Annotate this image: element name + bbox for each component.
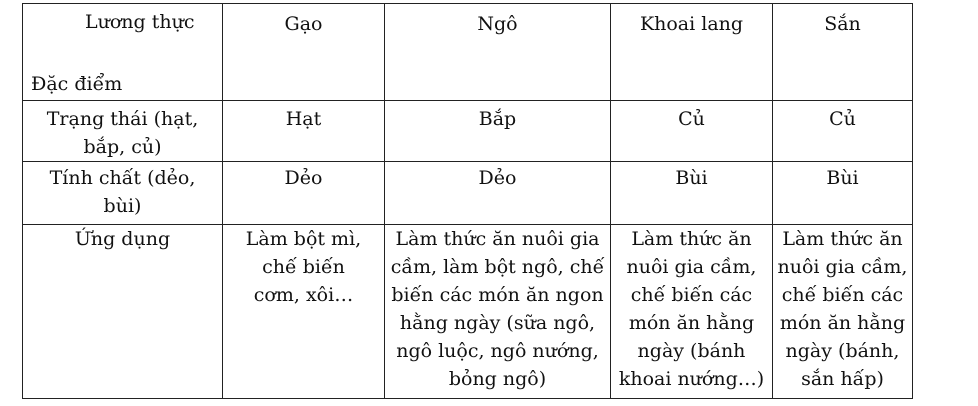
table-row — [23, 101, 913, 162]
document-body — [22, 3, 913, 399]
corner-bottom-label: Đặc điểm — [31, 73, 123, 95]
table-cell: Củ — [611, 101, 773, 162]
comparison-table — [22, 3, 913, 399]
table-cell: Dẻo — [385, 162, 611, 225]
row-label-tinh-chat: Tính chất (dẻo, bùi) — [23, 162, 223, 225]
table-cell: Làm bột mì, chế biến cơm, xôi… — [223, 225, 385, 399]
table-header-row — [23, 4, 913, 101]
row-label-ung-dung: Ứng dụng — [23, 225, 223, 399]
table-cell: Bắp — [385, 101, 611, 162]
column-header-khoai-lang: Khoai lang — [611, 4, 773, 101]
column-header-gao: Gạo — [223, 4, 385, 101]
table-cell: Làm thức ăn nuôi gia cầm, làm bột ngô, chế biến các món ăn ngon hằng ngày (sữa ngô, ngô luộc, ngô nướng, bỏng ngô) — [385, 225, 611, 399]
column-header-san: Sắn — [773, 4, 913, 101]
corner-cell — [23, 4, 223, 101]
table-cell: Bùi — [773, 162, 913, 225]
table-cell: Củ — [773, 101, 913, 162]
table-row — [23, 225, 913, 399]
row-label-trang-thai: Trạng thái (hạt, bắp, củ) — [23, 101, 223, 162]
corner-top-label: Lương thực — [85, 11, 195, 33]
column-header-ngo: Ngô — [385, 4, 611, 101]
table-cell: Hạt — [223, 101, 385, 162]
table-cell: Bùi — [611, 162, 773, 225]
table-cell: Dẻo — [223, 162, 385, 225]
table-cell: Làm thức ăn nuôi gia cầm, chế biến các món ăn hằng ngày (bánh khoai nướng…) — [611, 225, 773, 399]
table-cell: Làm thức ăn nuôi gia cầm, chế biến các món ăn hằng ngày (bánh, sắn hấp) — [773, 225, 913, 399]
table-row — [23, 162, 913, 225]
